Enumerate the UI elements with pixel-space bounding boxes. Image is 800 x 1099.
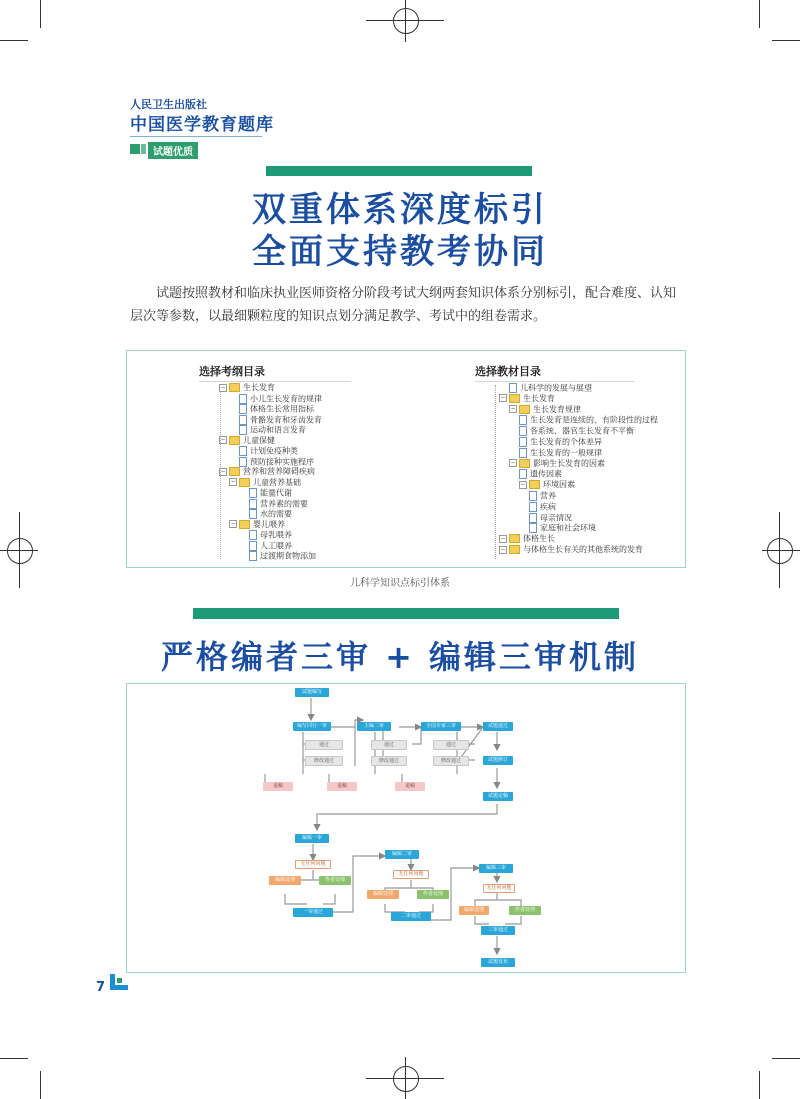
flow-node-author-handling: 作者处理 xyxy=(319,876,351,885)
page-logo-mark xyxy=(110,985,128,990)
tree-item-label: 小儿生长发育的规律 xyxy=(250,394,322,403)
document-icon xyxy=(509,383,517,393)
tree-item-label: 家庭和社会环境 xyxy=(540,523,596,533)
flow-node-pass: 通过 xyxy=(305,740,343,750)
tree-item[interactable] xyxy=(239,425,306,436)
tree-item[interactable] xyxy=(229,478,301,488)
tree-item[interactable] xyxy=(229,520,285,530)
registration-mark xyxy=(762,550,800,551)
tree-item[interactable] xyxy=(239,404,314,415)
expand-toggle-icon[interactable]: − xyxy=(500,545,506,553)
flow-node-revised-pass: 修改通过 xyxy=(371,756,407,766)
brand-divider xyxy=(130,136,262,137)
document-icon xyxy=(239,457,247,467)
flow-node-rejected: 退稿 xyxy=(263,782,293,791)
tree-item[interactable] xyxy=(249,499,308,510)
expand-toggle-icon[interactable]: − xyxy=(500,534,506,542)
tree-item-label: 体格生长 xyxy=(523,534,555,544)
tree-item[interactable] xyxy=(519,415,658,426)
exam-outline-tree-title: 选择考纲目录 xyxy=(199,365,265,378)
folder-icon xyxy=(509,394,520,403)
flow-node-item-approved: 试题通过 xyxy=(483,722,513,731)
section2-title: 严格编者三审 + 编辑三审机制 xyxy=(160,638,640,676)
document-icon xyxy=(519,437,527,447)
tree-item-label: 各系统、器官生长发育不平衡 xyxy=(530,426,634,436)
tree-item[interactable] xyxy=(219,467,315,477)
flow-node-pass: 通过 xyxy=(433,740,469,750)
tree-item[interactable] xyxy=(499,545,643,555)
tree-item-label: 水的需要 xyxy=(260,509,292,519)
tree-item[interactable] xyxy=(249,488,292,499)
tree-item[interactable] xyxy=(249,541,292,552)
crop-mark xyxy=(772,40,800,41)
folder-icon xyxy=(239,520,250,529)
crop-mark xyxy=(40,0,41,28)
tree-item-label: 环境因素 xyxy=(543,480,575,490)
tree-item-label: 计划免疫种类 xyxy=(250,446,298,456)
tree-item[interactable] xyxy=(529,513,572,524)
flow-node-item-writing: 试题编写 xyxy=(295,688,329,697)
tree-item[interactable] xyxy=(529,491,556,502)
tree-item[interactable] xyxy=(239,415,322,426)
flow-node-third-review-pass: 三审通过 xyxy=(481,926,515,935)
tree-item-label: 体格生长常用指标 xyxy=(250,404,314,414)
document-icon xyxy=(239,425,247,435)
tree-item-label: 生长发育 xyxy=(243,383,275,392)
folder-icon xyxy=(519,459,530,468)
crop-mark xyxy=(0,1058,28,1059)
tree-item-label: 儿科学的发展与展望 xyxy=(520,383,592,393)
folder-icon xyxy=(509,545,520,554)
tree-item-label: 营养和营养障碍疾病 xyxy=(243,467,315,476)
tag-marker xyxy=(130,144,140,154)
flow-line xyxy=(475,916,521,924)
flow-node-expert-review: 全国专家三审 xyxy=(421,722,461,731)
crop-mark xyxy=(40,1071,41,1099)
tree-item-label: 骨骼发育和牙齿发育 xyxy=(250,415,322,424)
folder-icon xyxy=(239,478,250,487)
flow-node-author-handling: 作者处理 xyxy=(509,906,541,915)
flow-node-item-finalized: 试题定稿 xyxy=(483,792,513,801)
document-icon xyxy=(519,415,527,425)
tree-panel xyxy=(126,350,686,568)
title-accent-bar xyxy=(266,166,532,176)
textbook-tree-title: 选择教材目录 xyxy=(475,365,541,378)
section-tag: 试题优质 xyxy=(148,142,198,159)
document-icon xyxy=(529,513,537,523)
document-icon xyxy=(239,404,247,414)
flow-node-editor-handling: 编辑处理 xyxy=(459,906,489,915)
document-icon xyxy=(239,446,247,456)
section1-title-line1: 双重体系深度标引 xyxy=(252,190,548,230)
flow-node-no-issue: 无任何问题 xyxy=(295,860,331,869)
flow-node-revised-pass: 修改通过 xyxy=(433,756,469,766)
flow-node-editor-review-3: 编辑三审 xyxy=(479,864,513,873)
tree-item[interactable] xyxy=(519,437,602,448)
tree-item-label: 营养素的需要 xyxy=(260,499,308,508)
flow-node-chief-editor-review: 主编二审 xyxy=(357,722,391,731)
registration-mark xyxy=(767,538,793,564)
tree-item-label: 能量代谢 xyxy=(260,488,292,498)
folder-icon xyxy=(229,467,240,476)
tree-item[interactable] xyxy=(499,394,555,404)
tree-item-label: 生长发育的一般规律 xyxy=(530,448,602,458)
crop-mark xyxy=(759,0,760,28)
registration-mark xyxy=(393,8,419,34)
document-icon xyxy=(519,469,527,479)
registration-mark xyxy=(405,1057,406,1099)
flow-line xyxy=(412,727,421,744)
tree-item[interactable] xyxy=(519,426,634,437)
tree-item-label: 营养 xyxy=(540,491,556,501)
expand-toggle-icon[interactable]: − xyxy=(510,459,516,467)
tree-item-label: 影响生长发育的因素 xyxy=(533,458,605,468)
folder-icon xyxy=(529,480,540,489)
tree-title-underline xyxy=(199,381,351,382)
brand-title: 中国医学教育题库 xyxy=(130,115,274,135)
flow-node-rejected: 退稿 xyxy=(327,782,357,791)
tree-item-label: 与体格生长有关的其他系统的发育 xyxy=(523,545,643,554)
publisher-name: 人民卫生出版社 xyxy=(130,98,207,111)
tree-item[interactable] xyxy=(249,530,292,541)
tree-item-label: 生长发育的个体差异 xyxy=(530,437,602,447)
flow-arrow xyxy=(317,804,497,830)
flow-node-first-review-pass: 一审通过 xyxy=(293,908,333,917)
document-icon xyxy=(519,448,527,458)
flow-node-editor-review-2: 编辑二审 xyxy=(385,850,419,859)
expand-toggle-icon[interactable]: − xyxy=(220,383,226,391)
tree-item[interactable] xyxy=(509,459,605,469)
tree-item[interactable] xyxy=(519,469,562,480)
tree-item-label: 运动和语言发育 xyxy=(250,425,306,435)
flow-node-editor-handling: 编辑处理 xyxy=(269,876,301,885)
tree-item[interactable] xyxy=(509,405,581,415)
document-icon xyxy=(249,488,257,498)
document-icon xyxy=(529,502,537,512)
document-icon xyxy=(249,499,257,509)
document-icon xyxy=(529,491,537,501)
tree-item-label: 过渡期食物添加 xyxy=(260,551,316,561)
tree-item-label: 遗传因素 xyxy=(530,469,562,479)
expand-toggle-icon[interactable]: − xyxy=(220,436,226,443)
flow-node-revised-pass: 修改通过 xyxy=(305,756,343,766)
page-logo-mark xyxy=(117,978,122,983)
section1-title-line2: 全面支持教考协同 xyxy=(252,232,548,272)
flow-node-rejected: 退稿 xyxy=(395,782,425,791)
tree-item[interactable] xyxy=(529,523,596,534)
flow-node-editor-handling: 编辑处理 xyxy=(367,890,399,899)
document-icon xyxy=(239,415,247,425)
flowchart-connectors xyxy=(127,684,685,972)
flow-line xyxy=(475,892,521,906)
tree-item[interactable] xyxy=(219,383,275,393)
document-icon xyxy=(249,551,257,561)
flow-node-author-handling: 作者处理 xyxy=(417,890,449,899)
tree-item-label: 母亲情况 xyxy=(540,513,572,523)
flow-node-second-review-pass: 二审通过 xyxy=(391,912,431,921)
expand-toggle-icon[interactable]: − xyxy=(220,467,226,475)
registration-mark xyxy=(7,538,33,564)
folder-icon xyxy=(509,534,520,543)
flow-node-item-published: 试题发布 xyxy=(481,958,515,967)
tree-item[interactable] xyxy=(239,446,298,457)
document-icon xyxy=(249,509,257,519)
tree-item[interactable] xyxy=(239,394,322,405)
tree-item-label: 婴儿喂养 xyxy=(253,519,285,529)
tree-item[interactable] xyxy=(249,551,316,562)
tree-item-label: 人工喂养 xyxy=(260,541,292,550)
flow-node-peer-review: 编写同行一审 xyxy=(293,722,331,731)
title-accent-bar xyxy=(193,608,619,619)
document-icon xyxy=(239,394,247,404)
tree-item-label: 疾病 xyxy=(540,502,556,512)
tree-item[interactable] xyxy=(249,509,292,520)
document-icon xyxy=(529,523,537,533)
folder-icon xyxy=(519,405,530,414)
flow-node-no-issue: 无任何问题 xyxy=(393,870,429,879)
tree-item[interactable] xyxy=(519,448,602,459)
tree-item[interactable] xyxy=(509,383,592,394)
document-icon xyxy=(249,530,257,540)
expand-toggle-icon[interactable]: − xyxy=(500,394,506,402)
flow-line xyxy=(285,894,335,904)
tree-item[interactable] xyxy=(529,502,556,513)
flow-node-pass: 通过 xyxy=(371,740,407,750)
tree-item-label: 生长发育规律 xyxy=(533,404,581,414)
expand-toggle-icon[interactable]: − xyxy=(230,520,236,527)
tree-item-label: 预防接种实施程序 xyxy=(250,457,314,466)
tree-item-label: 生长发育是连续的、有阶段性的过程 xyxy=(530,415,658,425)
tree-item-label: 儿童营养基础 xyxy=(253,477,301,487)
tree-item-label: 儿童保健 xyxy=(243,435,275,445)
flow-node-editor-review-1: 编辑一审 xyxy=(295,834,329,843)
tree-item[interactable] xyxy=(519,480,575,490)
expand-toggle-icon[interactable]: − xyxy=(510,405,516,413)
folder-icon xyxy=(229,436,240,445)
crop-mark xyxy=(0,40,28,41)
tree-item[interactable] xyxy=(219,436,275,446)
tag-marker xyxy=(141,144,146,154)
folder-icon xyxy=(229,383,240,392)
expand-toggle-icon[interactable]: − xyxy=(230,478,236,485)
tree-item[interactable] xyxy=(239,457,314,468)
page-number: 7 xyxy=(96,980,106,995)
tree-item[interactable] xyxy=(499,534,555,544)
crop-mark xyxy=(759,1071,760,1099)
registration-mark xyxy=(405,0,406,42)
document-icon xyxy=(519,426,527,436)
flow-node-no-issue: 无任何问题 xyxy=(483,884,515,893)
expand-toggle-icon[interactable]: − xyxy=(520,480,526,488)
registration-mark xyxy=(393,1066,419,1092)
flow-line xyxy=(385,904,433,912)
tree-item-label: 生长发育 xyxy=(523,393,555,403)
tree-item-label: 母乳喂养 xyxy=(260,530,292,540)
document-icon xyxy=(249,541,257,551)
flow-node-item-revision: 试题修订 xyxy=(483,756,513,765)
intro-paragraph: 试题按照教材和临床执业医师资格分阶段考试大纲两套知识体系分别标引，配合难度、认知层次等参数，以最细颗粒度的知识点划分满足教学、考试中的组卷需求。 xyxy=(130,286,677,324)
figure-caption: 儿科学知识点标引体系 xyxy=(350,578,450,589)
crop-mark xyxy=(772,1058,800,1059)
tree-title-underline xyxy=(475,381,635,382)
tree-connector xyxy=(495,385,496,559)
review-flowchart xyxy=(126,683,686,973)
